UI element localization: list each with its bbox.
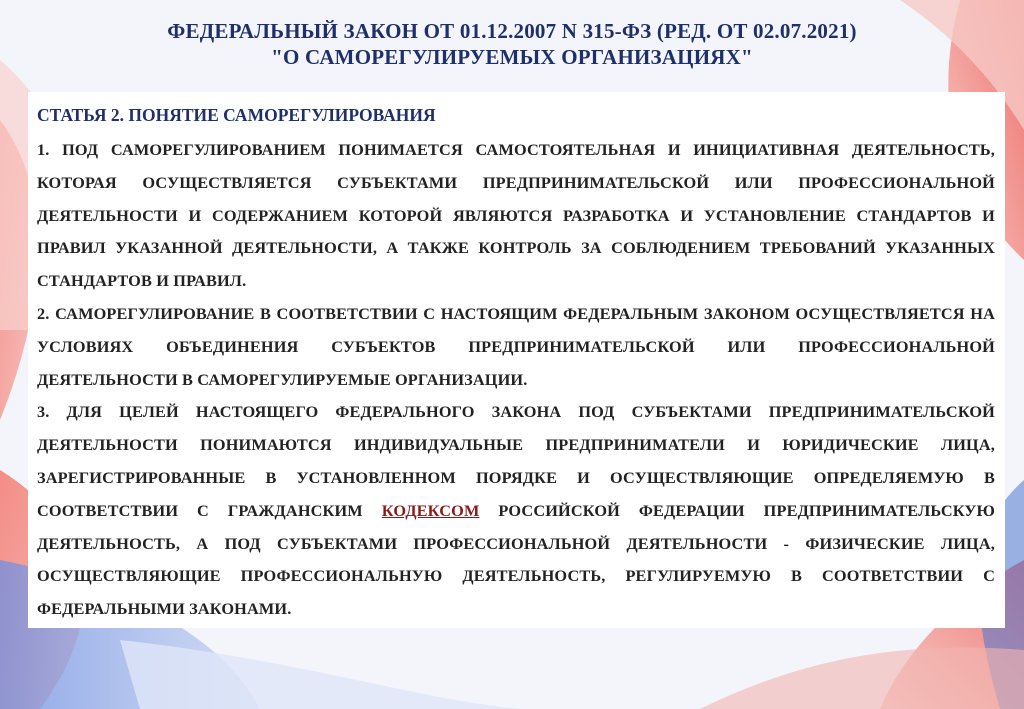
law-name-line: "О САМОРЕГУЛИРУЕМЫХ ОРГАНИЗАЦИЯХ" [271,45,753,69]
civil-code-link[interactable]: КОДЕКСОМ [381,500,480,520]
paragraph-3 [37,396,995,626]
slide-title [0,18,1024,70]
paragraph-1: 1. ПОД САМОРЕГУЛИРОВАНИЕМ ПОНИМАЕТСЯ САМОСТОЯТЕЛЬНАЯ И ИНИЦИАТИВНАЯ ДЕЯТЕЛЬНОСТЬ, КОТОРАЯ ОСУЩЕСТВЛЯЕТСЯ СУБЪЕКТАМИ ПРЕДПРИНИМАТЕЛЬСКОЙ ИЛИ ПРОФЕССИОНАЛЬНОЙ ДЕЯТЕЛЬНОСТИ И СОДЕРЖАНИЕМ КОТОРОЙ ЯВЛЯЮТСЯ РАЗРАБОТКА И УСТАНОВЛЕНИЕ СТАНДАРТОВ И ПРАВИЛ УКАЗАННОЙ ДЕЯТЕЛЬНОСТИ, А ТАКЖЕ КОНТРОЛЬ ЗА СОБЛЮДЕНИЕМ ТРЕБОВАНИЙ УКАЗАННЫХ СТАНДАРТОВ И ПРАВИЛ. [37,140,995,291]
article-title: СТАТЬЯ 2. ПОНЯТИЕ САМОРЕГУЛИРОВАНИЯ [37,105,436,125]
article-panel [28,92,1005,628]
paragraph-3-text-before: 3. ДЛЯ ЦЕЛЕЙ НАСТОЯЩЕГО ФЕДЕРАЛЬНОГО ЗАКОНА ПОД СУБЪЕКТАМИ ПРЕДПРИНИМАТЕЛЬСКОЙ ДЕЯТЕЛЬНОСТИ ПОНИМАЮТСЯ ИНДИВИДУАЛЬНЫЕ ПРЕДПРИНИМАТЕЛИ И ЮРИДИЧЕСКИЕ ЛИЦА, ЗАРЕГИСТРИРОВАННЫЕ В УСТАНОВЛЕННОМ ПОРЯДКЕ И ОСУЩЕСТВЛЯЮЩИЕ ОПРЕДЕЛЯЕМУЮ В СООТВЕТСТВИИ С ГРАЖДАНСКИМ [37,402,995,520]
paragraph-2: 2. САМОРЕГУЛИРОВАНИЕ В СООТВЕТСТВИИ С НАСТОЯЩИМ ФЕДЕРАЛЬНЫМ ЗАКОНОМ ОСУЩЕСТВЛЯЕТСЯ НА УСЛОВИЯХ ОБЪЕДИНЕНИЯ СУБЪЕКТОВ ПРЕДПРИНИМАТЕЛЬСКОЙ ИЛИ ПРОФЕССИОНАЛЬНОЙ ДЕЯТЕЛЬНОСТИ В САМОРЕГУЛИРУЕМЫЕ ОРГАНИЗАЦИИ. [37,303,995,389]
law-title-line: ФЕДЕРАЛЬНЫЙ ЗАКОН ОТ 01.12.2007 N 315-ФЗ (РЕД. ОТ 02.07.2021) [167,19,857,43]
paragraph-3-text-after: РОССИЙСКОЙ ФЕДЕРАЦИИ ПРЕДПРИНИМАТЕЛЬСКУЮ ДЕЯТЕЛЬНОСТЬ, А ПОД СУБЪЕКТАМИ ПРОФЕССИОНАЛЬНОЙ ДЕЯТЕЛЬНОСТИ - ФИЗИЧЕСКИЕ ЛИЦА, ОСУЩЕСТВЛЯЮЩИЕ ПРОФЕССИОНАЛЬНУЮ ДЕЯТЕЛЬНОСТЬ, РЕГУЛИРУЕМУЮ В СООТВЕТСТВИИ С ФЕДЕРАЛЬНЫМИ ЗАКОНАМИ. [37,500,995,619]
